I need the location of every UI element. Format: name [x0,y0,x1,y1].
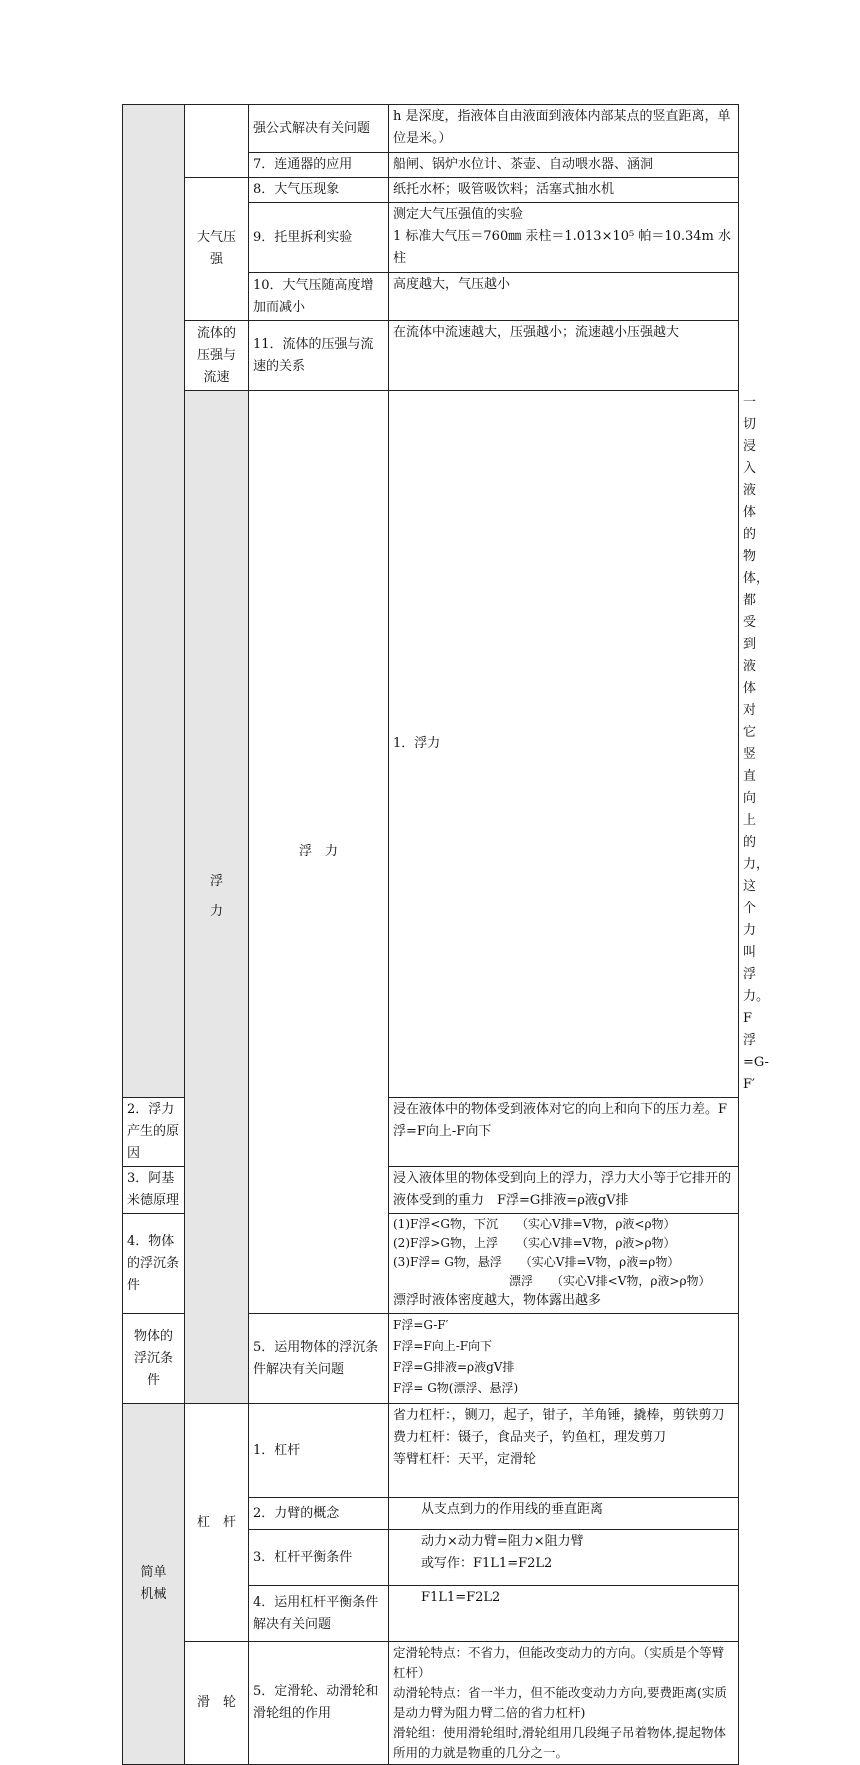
content-line: 动滑轮特点：省一半力，但不能改变动力方向,要费距离(实质是动力臂为阻力臂二倍的省力杠杆) [393,1685,727,1720]
subcategory-cell-fluid [185,321,249,391]
item-cell: 5．定滑轮、动滑轮和滑轮组的作用 [249,1642,389,1765]
content-cell [389,1214,739,1314]
item-cell: 7．连通器的应用 [249,153,389,178]
item-cell: 2．力臂的概念 [249,1498,389,1530]
content-line: F浮=G-F′ [393,1318,449,1332]
table-row: 浮力 浮 力 1．浮力 一切浸入液体的物体，都受到液体对它竖直向上的力，这个力叫浮力。F浮=G-F′ [123,391,739,1098]
item-cell: 4．物体的浮沉条件 [123,1214,185,1314]
content-line: (2)F浮>G物，上浮 （实心V排=V物，ρ液>ρ物） [393,1236,676,1250]
content-cell: 纸托水杯；吸管吸饮料；活塞式抽水机 [389,178,739,203]
table-row [123,1642,739,1765]
content-line: 或写作：F1L1=F2L2 [421,1556,553,1571]
table-row [123,105,739,153]
item-cell: 1．浮力 [389,391,739,1098]
content-cell [389,1314,739,1404]
category-cell-simple-machines [123,1404,185,1765]
subcategory-label: 杠 杆 [196,1514,236,1530]
item-cell: 8．大气压现象 [249,178,389,203]
table-row [123,1404,739,1498]
item-cell: 5．运用物体的浮沉条件解决有关问题 [249,1314,389,1404]
content-line: 测定大气压强值的实验 [393,207,524,222]
content-cell: 浸入液体里的物体受到向上的浮力，浮力大小等于它排开的液体受到的重力 F浮=G排液=ρ液gV排 [389,1167,739,1214]
item-cell: 3．阿基米德原理 [123,1167,185,1214]
item-cell: 10．大气压随高度增加而减小 [249,273,389,321]
item-cell: 9．托里拆利实验 [249,203,389,273]
knowledge-table [122,104,770,1765]
content-line: (3)F浮= G物，悬浮 （实心V排=V物，ρ液=ρ物） [393,1255,680,1269]
content-line: 费力杠杆：镊子，食品夹子，钓鱼杠，理发剪刀 [393,1430,667,1445]
item-cell: 强公式解决有关问题 [249,105,389,153]
item-cell: 4．运用杠杆平衡条件解决有关问题 [249,1586,389,1642]
content-cell: h 是深度，指液体自由液面到液体内部某点的竖直距离，单位是米。） [389,105,739,153]
subcategory-cell-liquid [185,105,249,178]
content-line: F浮= G物(漂浮、悬浮) [393,1381,519,1395]
content-line: 定滑轮特点：不省力，但能改变动力的方向。（实质是个等臂杠杆） [393,1645,725,1680]
content-line: (1)F浮<G物，下沉 （实心V排=V物，ρ液<ρ物） [393,1217,676,1231]
content-line: 从支点到力的作用线的垂直距离 [421,1502,604,1517]
subcategory-label: 大气压强 [196,230,236,267]
content-cell: 高度越大，气压越小 [389,273,739,321]
item-cell: 3．杠杆平衡条件 [249,1530,389,1586]
content-line: 1 标准大气压＝760㎜ 汞柱＝1.013×10⁵ 帕＝10.34m 水柱 [393,229,732,266]
table-row [123,321,739,391]
content-cell [389,203,739,273]
content-cell [389,1498,739,1530]
subcategory-label: 浮 力 [298,844,338,859]
category-label: 浮力 [209,874,223,919]
content-line: F浮=G排液=ρ液gV排 [393,1360,515,1374]
content-line: F1L1=F2L2 [421,1590,501,1605]
item-cell: 1．杠杆 [249,1404,389,1498]
subcategory-cell-floatsink [123,1314,185,1404]
content-line: 滑轮组：使用滑轮组时,滑轮组用几段绳子吊着物体,提起物体所用的力就是物重的几分之一。 [393,1725,726,1760]
content-line: 漂浮时液体密度越大，物体露出越多 [393,1293,602,1308]
item-cell: 2．浮力产生的原因 [123,1098,185,1167]
subcategory-label: 物体的浮沉条件 [133,1328,173,1388]
subcategory-label: 流体的压强与流速 [196,325,236,385]
content-cell: 船闸、锅炉水位计、茶壶、自动喂水器、涵洞 [389,153,739,178]
content-line: 省力杠杆：，铡刀，起子，钳子，羊角锤，撬棒，剪铁剪刀 [393,1408,725,1423]
content-line: 动力×动力臂=阻力×阻力臂 [421,1534,584,1549]
category-cell-pressure [123,105,185,1098]
subcategory-cell-buoyancy [249,391,389,1314]
table-row [123,178,739,203]
subcategory-cell-lever [185,1404,249,1642]
content-line: 漂浮 （实心V排<V物，ρ液>ρ物） [509,1274,711,1288]
category-cell-buoyancy [185,391,249,1404]
subcategory-cell-atmosphere [185,178,249,321]
content-line: 等臂杠杆：天平，定滑轮 [393,1452,537,1467]
content-line: F浮=F向上-F向下 [393,1339,493,1353]
subcategory-cell-pulley [185,1642,249,1765]
subcategory-label: 滑 轮 [196,1695,236,1710]
item-cell: 11．流体的压强与流速的关系 [249,321,389,391]
content-cell [389,1530,739,1586]
content-cell: 在流体中流速越大，压强越小；流速越小压强越大 [389,321,739,391]
category-label: 简单机械 [140,1565,167,1602]
content-cell [389,1586,739,1642]
content-cell: 浸在液体中的物体受到液体对它的向上和向下的压力差。F浮=F向上-F向下 [389,1098,739,1167]
content-cell [389,1404,739,1498]
content-cell [389,1642,739,1765]
